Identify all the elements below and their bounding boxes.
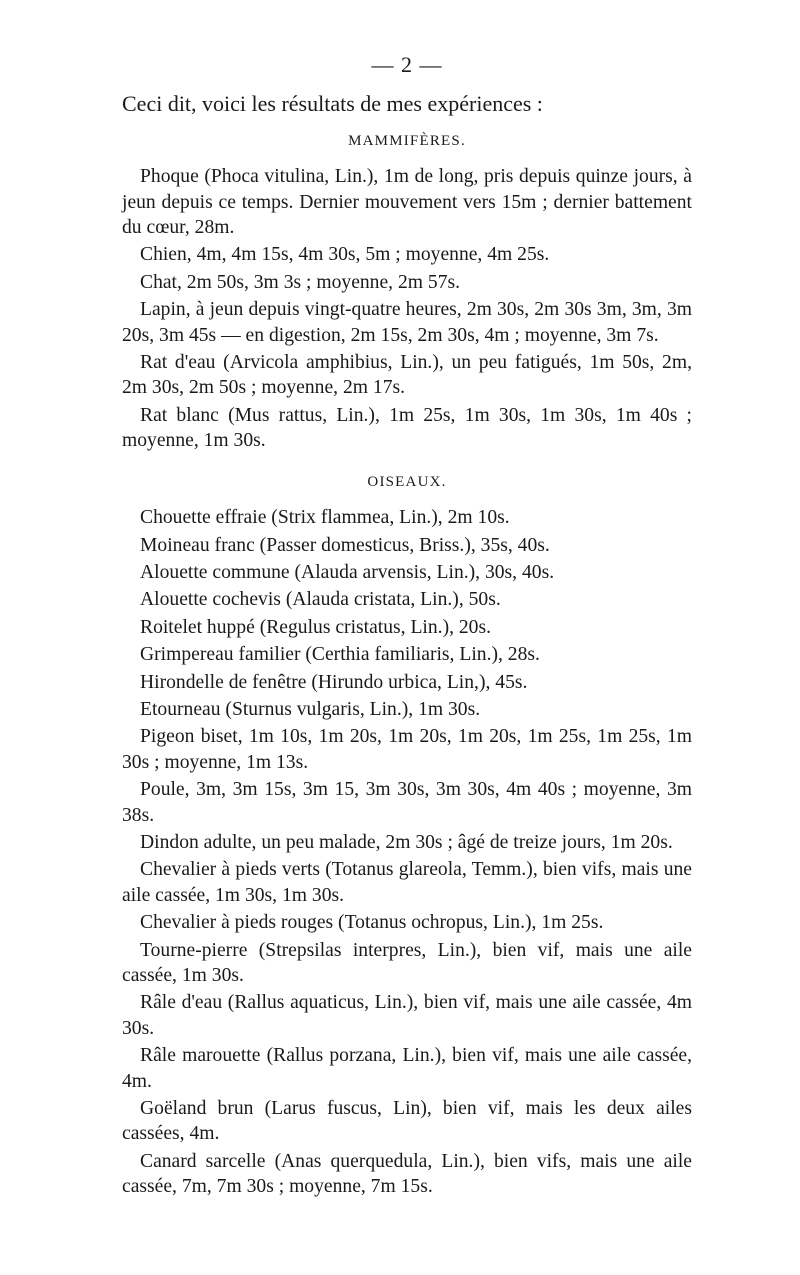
entry-alouette-cochevis: Alouette cochevis (Alauda cristata, Lin.), 50s. xyxy=(140,589,501,611)
entry-poule: Poule, 3m, 3m 15s, 3m 15, 3m 30s, 3m 30s, 4m 40s ; moyenne, 3m 38s. xyxy=(122,779,692,826)
entry-etourneau: Etourneau (Sturnus vulgaris, Lin.), 1m 30s. xyxy=(140,698,481,720)
entry-moineau-franc: Moineau franc (Passer domesticus, Briss.), 35s, 40s. xyxy=(140,534,550,556)
entry-chouette-effraie: Chouette effraie (Strix flammea, Lin.), 2m 10s. xyxy=(140,507,510,529)
entry-dindon: Dindon adulte, un peu malade, 2m 30s ; âgé de treize jours, 1m 20s. xyxy=(140,831,673,853)
entry-hirondelle: Hirondelle de fenêtre (Hirundo urbica, Lin,), 45s. xyxy=(140,671,528,693)
entry-lapin: Lapin, à jeun depuis vingt-quatre heures, 2m 30s, 2m 30s 3m, 3m, 3m 20s, 3m 45s — en digestion, 2m 15s, 2m 30s, 4m ; moyenne, 3m 7s. xyxy=(122,299,692,346)
entry-chien: Chien, 4m, 4m 15s, 4m 30s, 5m ; moyenne, 4m 25s. xyxy=(140,244,550,266)
section-heading-mammiferes: MAMMIFÈRES. xyxy=(348,132,466,149)
entry-roitelet-huppe: Roitelet huppé (Regulus cristatus, Lin.), 20s. xyxy=(140,616,492,638)
entry-goeland-brun: Goëland brun (Larus fuscus, Lin), bien vif, mais les deux ailes cassées, 4m. xyxy=(122,1098,692,1145)
entry-rale-d-eau: Râle d'eau (Rallus aquaticus, Lin.), bien vif, mais une aile cassée, 4m 30s. xyxy=(122,992,692,1039)
entry-alouette-commune: Alouette commune (Alauda arvensis, Lin.), 30s, 40s. xyxy=(140,561,555,583)
entry-tourne-pierre: Tourne-pierre (Strepsilas interpres, Lin.), bien vif, mais une aile cassée, 1m 30s. xyxy=(122,939,692,986)
entry-rale-marouette: Râle marouette (Rallus porzana, Lin.), bien vif, mais une aile cassée, 4m. xyxy=(122,1045,692,1092)
entry-rat-blanc: Rat blanc (Mus rattus, Lin.), 1m 25s, 1m 30s, 1m 30s, 1m 40s ; moyenne, 1m 30s. xyxy=(122,404,692,452)
entry-chevalier-pieds-verts: Chevalier à pieds verts (Totanus glareola, Temm.), bien vifs, mais une aile cassée, 1m 30s, 1m 30s. xyxy=(122,859,692,906)
entry-pigeon-biset: Pigeon biset, 1m 10s, 1m 20s, 1m 20s, 1m 20s, 1m 25s, 1m 25s, 1m 30s ; moyenne, 1m 13s. xyxy=(122,726,692,773)
entry-grimpereau-familier: Grimpereau familier (Certhia familiaris, Lin.), 28s. xyxy=(140,644,540,666)
page-number: — 2 — xyxy=(371,52,443,77)
intro-sentence: Ceci dit, voici les résultats de mes expériences : xyxy=(122,91,543,117)
entry-rat-d-eau: Rat d'eau (Arvicola amphibius, Lin.), un peu fatigués, 1m 50s, 2m, 2m 30s, 2m 50s ; moyenne, 2m 17s. xyxy=(122,352,692,399)
entry-phoque: Phoque (Phoca vitulina, Lin.), 1m de long, pris depuis quinze jours, à jeun depuis ce temps. Dernier mouvement vers 15m ; dernier battement du cœur, 28m. xyxy=(122,166,692,239)
document-page xyxy=(122,52,692,1202)
entry-canard-sarcelle: Canard sarcelle (Anas querquedula, Lin.), bien vifs, mais une aile cassée, 7m, 7m 30s ; moyenne, 7m 15s. xyxy=(122,1150,692,1198)
entry-chat: Chat, 2m 50s, 3m 3s ; moyenne, 2m 57s. xyxy=(140,271,461,293)
entry-chevalier-pieds-rouges: Chevalier à pieds rouges (Totanus ochropus, Lin.), 1m 25s. xyxy=(140,912,604,934)
section-heading-oiseaux: OISEAUX. xyxy=(367,473,447,490)
